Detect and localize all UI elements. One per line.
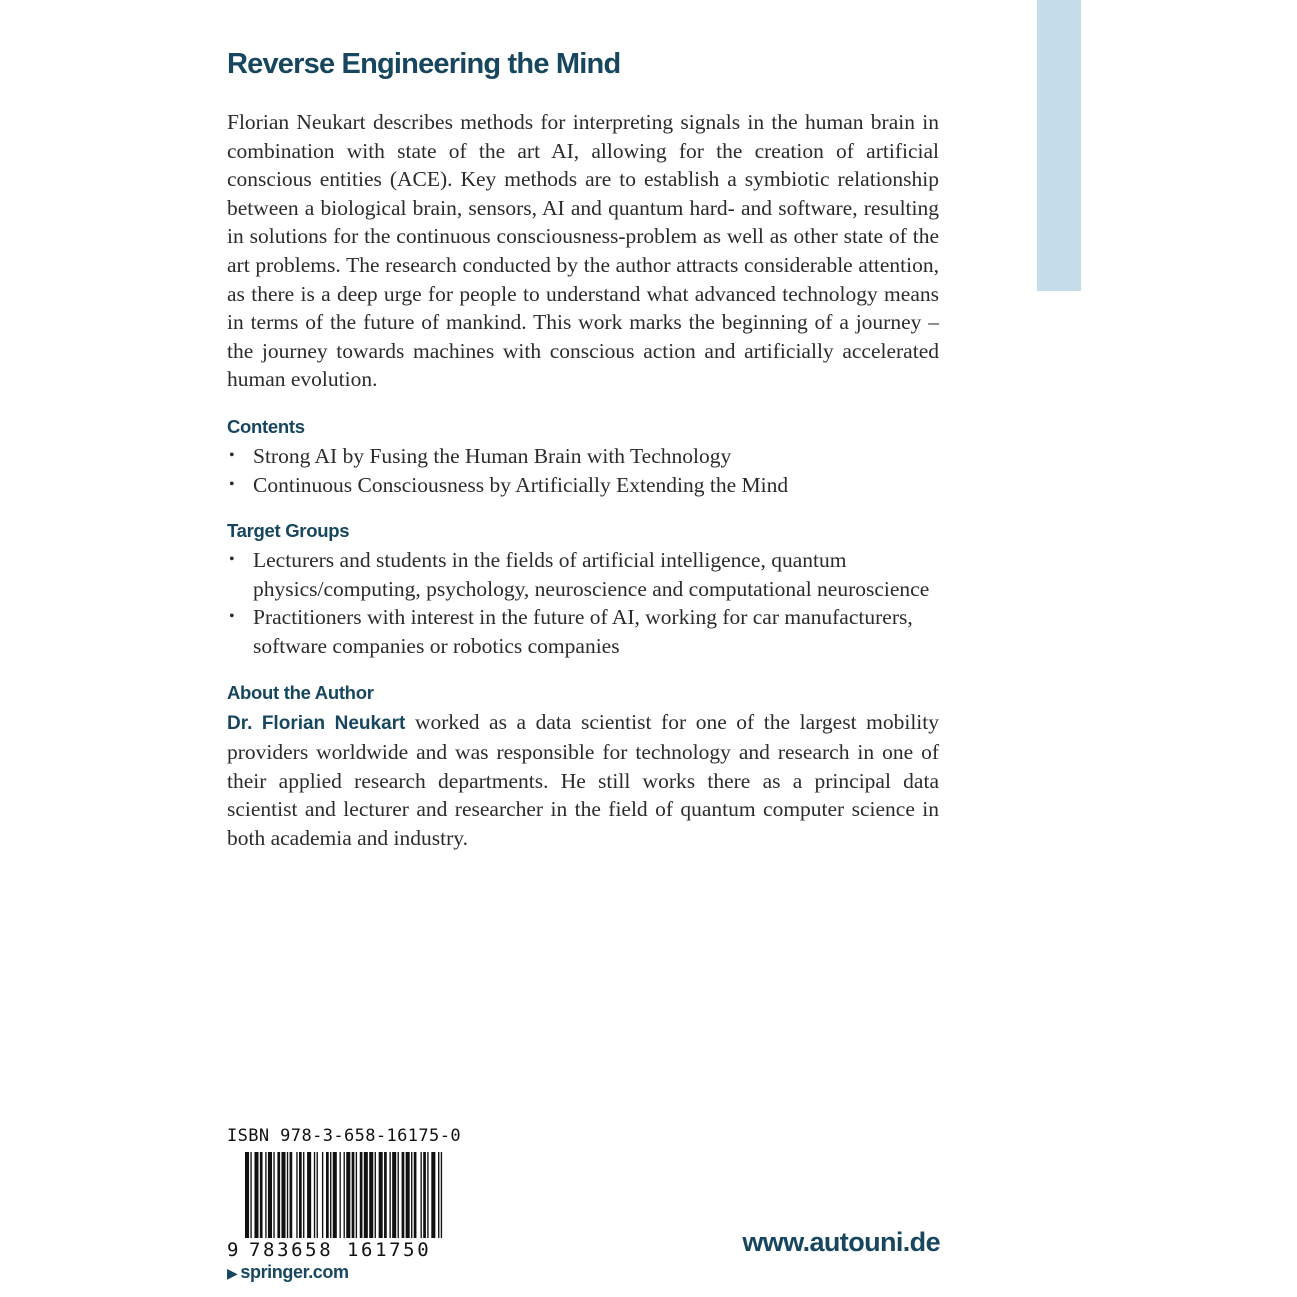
target-groups-heading: Target Groups [227, 520, 350, 542]
bullet-icon: • [229, 551, 235, 569]
target-groups-list [227, 546, 939, 660]
cover-side-band [1037, 0, 1081, 291]
contents-item: Strong AI by Fusing the Human Brain with Technology [253, 443, 732, 468]
list-item [227, 442, 939, 471]
target-group-item: Practitioners with interest in the future of AI, working for car manufacturers, software companies or robotics companies [253, 605, 913, 658]
website-link[interactable]: www.autouni.de [742, 1227, 940, 1257]
isbn-barcode [227, 1152, 449, 1260]
bullet-icon: • [229, 446, 235, 464]
contents-list [227, 442, 939, 499]
author-name: Dr. Florian Neukart [227, 712, 406, 734]
bullet-icon: • [229, 608, 235, 626]
springer-link-text: springer.com [240, 1262, 349, 1282]
barcode-first-digit: 9 [227, 1239, 239, 1260]
list-item [227, 546, 939, 603]
triangle-right-icon: ▶ [227, 1265, 238, 1281]
back-cover-content [227, 44, 939, 852]
contents-heading: Contents [227, 415, 305, 437]
author-bio-text: worked as a data scientist for one of the largest mobility providers worldwide and was responsible for technology and research in one of their applied research departments. He still works there as a principal data scientist and lecturer and researcher in the field of quantum computer science in both academia and industry. [227, 709, 939, 850]
barcode-right-digits: 161750 [347, 1239, 432, 1260]
bullet-icon: • [229, 475, 235, 493]
book-blurb: Florian Neukart describes methods for interpreting signals in the human brain in combination with state of the art AI, allowing for the creation of artificial conscious entities (ACE). Key methods are to establish a symbiotic relationship between a biological brain, sensors, AI and quantum hard- and software, resulting in solutions for the continuous consciousness-problem as well as other state of the art problems. The research conducted by the author attracts considerable attention, as there is a deep urge for people to understand what advanced technology means in terms of the future of mankind. This work marks the beginning of a journey – the journey towards machines with conscious action and artificially accelerated human evolution. [227, 110, 939, 392]
about-author-heading: About the Author [227, 681, 374, 703]
author-bio [227, 708, 939, 853]
barcode-left-digits: 783658 [249, 1239, 334, 1260]
book-title: Reverse Engineering the Mind [227, 48, 621, 80]
list-item [227, 603, 939, 660]
contents-item: Continuous Consciousness by Artificially Extending the Mind [253, 472, 789, 497]
isbn-label: ISBN 978-3-658-16175-0 [227, 1126, 461, 1146]
target-group-item: Lecturers and students in the fields of artificial intelligence, quantum physics/computing, psychology, neuroscience and computational neuroscience [253, 548, 930, 601]
list-item [227, 471, 939, 500]
springer-link[interactable] [227, 1262, 349, 1283]
